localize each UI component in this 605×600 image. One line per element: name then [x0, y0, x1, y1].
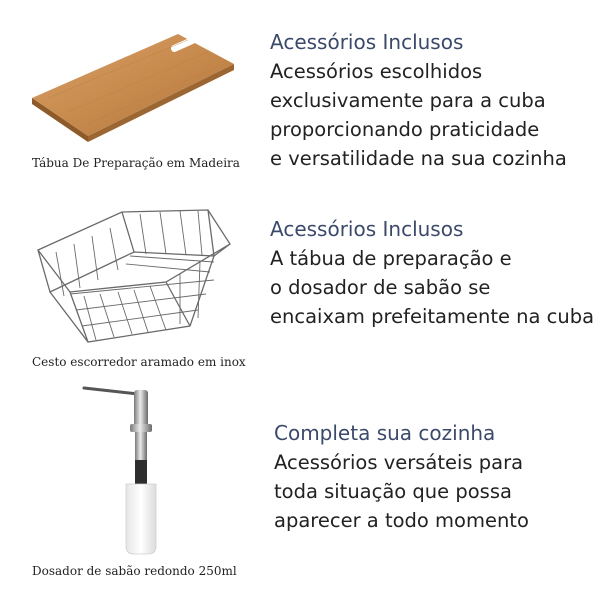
feature-line: exclusivamente para a cuba — [270, 89, 546, 112]
feature-block — [274, 420, 529, 535]
feature-line: toda situação que possa — [274, 480, 512, 503]
feature-block — [270, 29, 567, 173]
feature-heading: Completa sua cozinha — [274, 421, 496, 445]
feature-heading: Acessórios Inclusos — [270, 30, 464, 54]
product-caption: Tábua De Preparação em Madeira — [32, 156, 240, 170]
feature-heading: Acessórios Inclusos — [270, 217, 464, 241]
feature-line: o dosador de sabão se — [270, 276, 491, 299]
feature-block — [270, 216, 594, 331]
wire-basket-icon — [30, 200, 238, 350]
feature-line: aparecer a todo momento — [274, 509, 529, 532]
feature-line: e versatilidade na sua cozinha — [270, 147, 567, 170]
feature-line: encaixam prefeitamente na cuba — [270, 305, 595, 328]
wire-basket-image — [30, 200, 238, 350]
feature-line: proporcionando praticidade — [270, 118, 540, 141]
product-caption: Cesto escorredor aramado em inox — [32, 355, 246, 369]
feature-line: Acessórios escolhidos — [270, 60, 483, 83]
product-caption: Dosador de sabão redondo 250ml — [32, 564, 237, 578]
feature-line: A tábua de preparação e — [270, 247, 512, 270]
feature-line: Acessórios versáteis para — [274, 451, 524, 474]
cutting-board-icon — [28, 28, 240, 148]
soap-dispenser-icon — [80, 384, 180, 556]
cutting-board-image — [28, 28, 240, 148]
soap-dispenser-image — [80, 384, 180, 556]
